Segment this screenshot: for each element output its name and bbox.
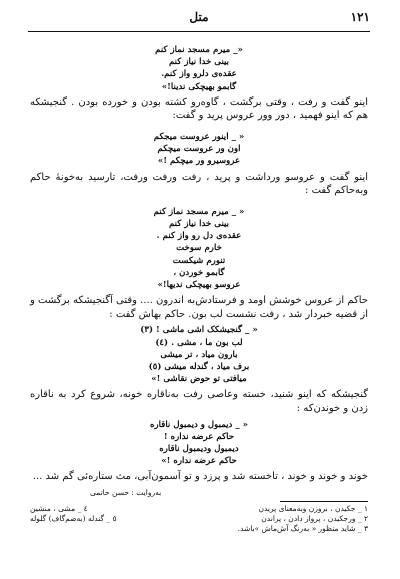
footnote-2: ٢ _ ورجکیدن ، پرواز دادن ، پراندن xyxy=(261,514,368,524)
verse-block-2 xyxy=(30,131,368,168)
verse-line: حاکم عرضه نداره ! xyxy=(163,431,235,442)
verse-line: عروسو بهیچکی ندیها!» xyxy=(157,280,241,291)
verse-block-5 xyxy=(30,419,368,468)
verse-line: بینی خدا نیاز کنم xyxy=(168,219,230,229)
verse-line: خارم سوخت xyxy=(176,243,222,254)
verse-line: تنورم شیکست xyxy=(172,255,226,266)
verse-line: گابمو بهیچکی ندینا!» xyxy=(161,81,237,92)
running-title: متل xyxy=(189,10,209,24)
verse-line: عقده‌ی دلرو واز کنم. xyxy=(161,69,237,80)
verse-line: « _ میرم مسجد نماز کنم xyxy=(153,206,245,217)
verse-line: عقده‌ی دل رو واز کنم . xyxy=(156,231,242,242)
verse-line: حاکم عرضه نداره !» xyxy=(161,456,237,467)
footnote-row xyxy=(30,524,368,534)
verse-line: بارون میاد ، تر میشی xyxy=(160,349,238,360)
verse-line: «_ میرم مسجد نماز کنم xyxy=(155,45,243,55)
attribution: بەروایت : حسن حاتمی xyxy=(90,488,162,498)
verse-line: دیمبول ودیمبول ناقاره xyxy=(159,444,239,455)
footnote-3: ٣ _ شاید منظور « به‌رنگ آش‌ماش »باشد. xyxy=(237,524,368,534)
page-body xyxy=(30,44,368,534)
paragraph-2: اینو گفت و عروسو ورداشت و پرید ، رفت ورفت ورفت، تارسید به‌خونهٔ حاکم وبه‌حاکم گفت : xyxy=(30,171,368,197)
verse-block-4 xyxy=(30,324,368,385)
paragraph-4: گنجیشکه که اینو شنید، خسته وعاصی رفت به‌ناقاره خونه، شروع کرد به ناقاره زدن و خوندن‌که : xyxy=(30,389,368,415)
paragraph-3: حاکم از عروس خوشش اومد و فرستادش‌به اندرون .... وقتی آگنجیشکه برگشت و از قضیه خبردار شد ، رفت نشست لب بون. حاکم بهاش گفت : xyxy=(30,295,368,320)
verse-line: بینی خدا نیاز کنم xyxy=(168,57,230,68)
verse-line: برف میاد ، گندله میشی (٥) xyxy=(148,362,250,373)
verse-line: « _ دیمبول و دیمبول ناقاره xyxy=(149,419,249,430)
footnote-4: ٤ _ مشی ، منشین xyxy=(30,504,88,514)
verse-line: لب بون ما ، مشی . (٤) xyxy=(155,337,243,348)
paragraph-5: خوند و خوند و خوند ، تاخسته شد و پرزد و تو آسمون‌آبی، مث ستاره‌ئی گم شد ... xyxy=(32,471,368,483)
verse-line: اون ور عروست میچکم xyxy=(157,144,241,155)
footnote-rule xyxy=(280,501,368,502)
header-rule xyxy=(28,31,370,32)
footnote-1: ١ _ جکیدن ، بروزن وبه‌معنای پریدن xyxy=(258,504,368,514)
verse-block-1 xyxy=(30,44,368,93)
verse-line: میافتی تو حوض نقاشی !» xyxy=(151,374,247,385)
footnote-row xyxy=(30,514,368,524)
verse-line: عروسیرو ور میچکم !» xyxy=(157,156,241,167)
verse-line: « _ اینور عروست میجکم xyxy=(153,132,245,142)
page-number: ١٢١ xyxy=(350,10,370,24)
verse-block-3 xyxy=(30,206,368,291)
paragraph-1: اینو گفت و رفت ، وقتی برگشت ، گاوەرو کشته بودن و خورده بودن . گنجیشکه هم که اینو فهمید ، دور وور عروس پرید و گفت: xyxy=(30,96,368,122)
footnote-row xyxy=(30,504,368,514)
verse-line: « _ گنجیشکک اشی ماشی ! (٣) xyxy=(140,325,258,336)
page-header xyxy=(28,10,370,28)
footnote-5: ٥ _ گندله (به‌ضم‌گاف) گلوله xyxy=(30,514,117,524)
verse-line: گابمو خوردن ، xyxy=(173,267,225,278)
